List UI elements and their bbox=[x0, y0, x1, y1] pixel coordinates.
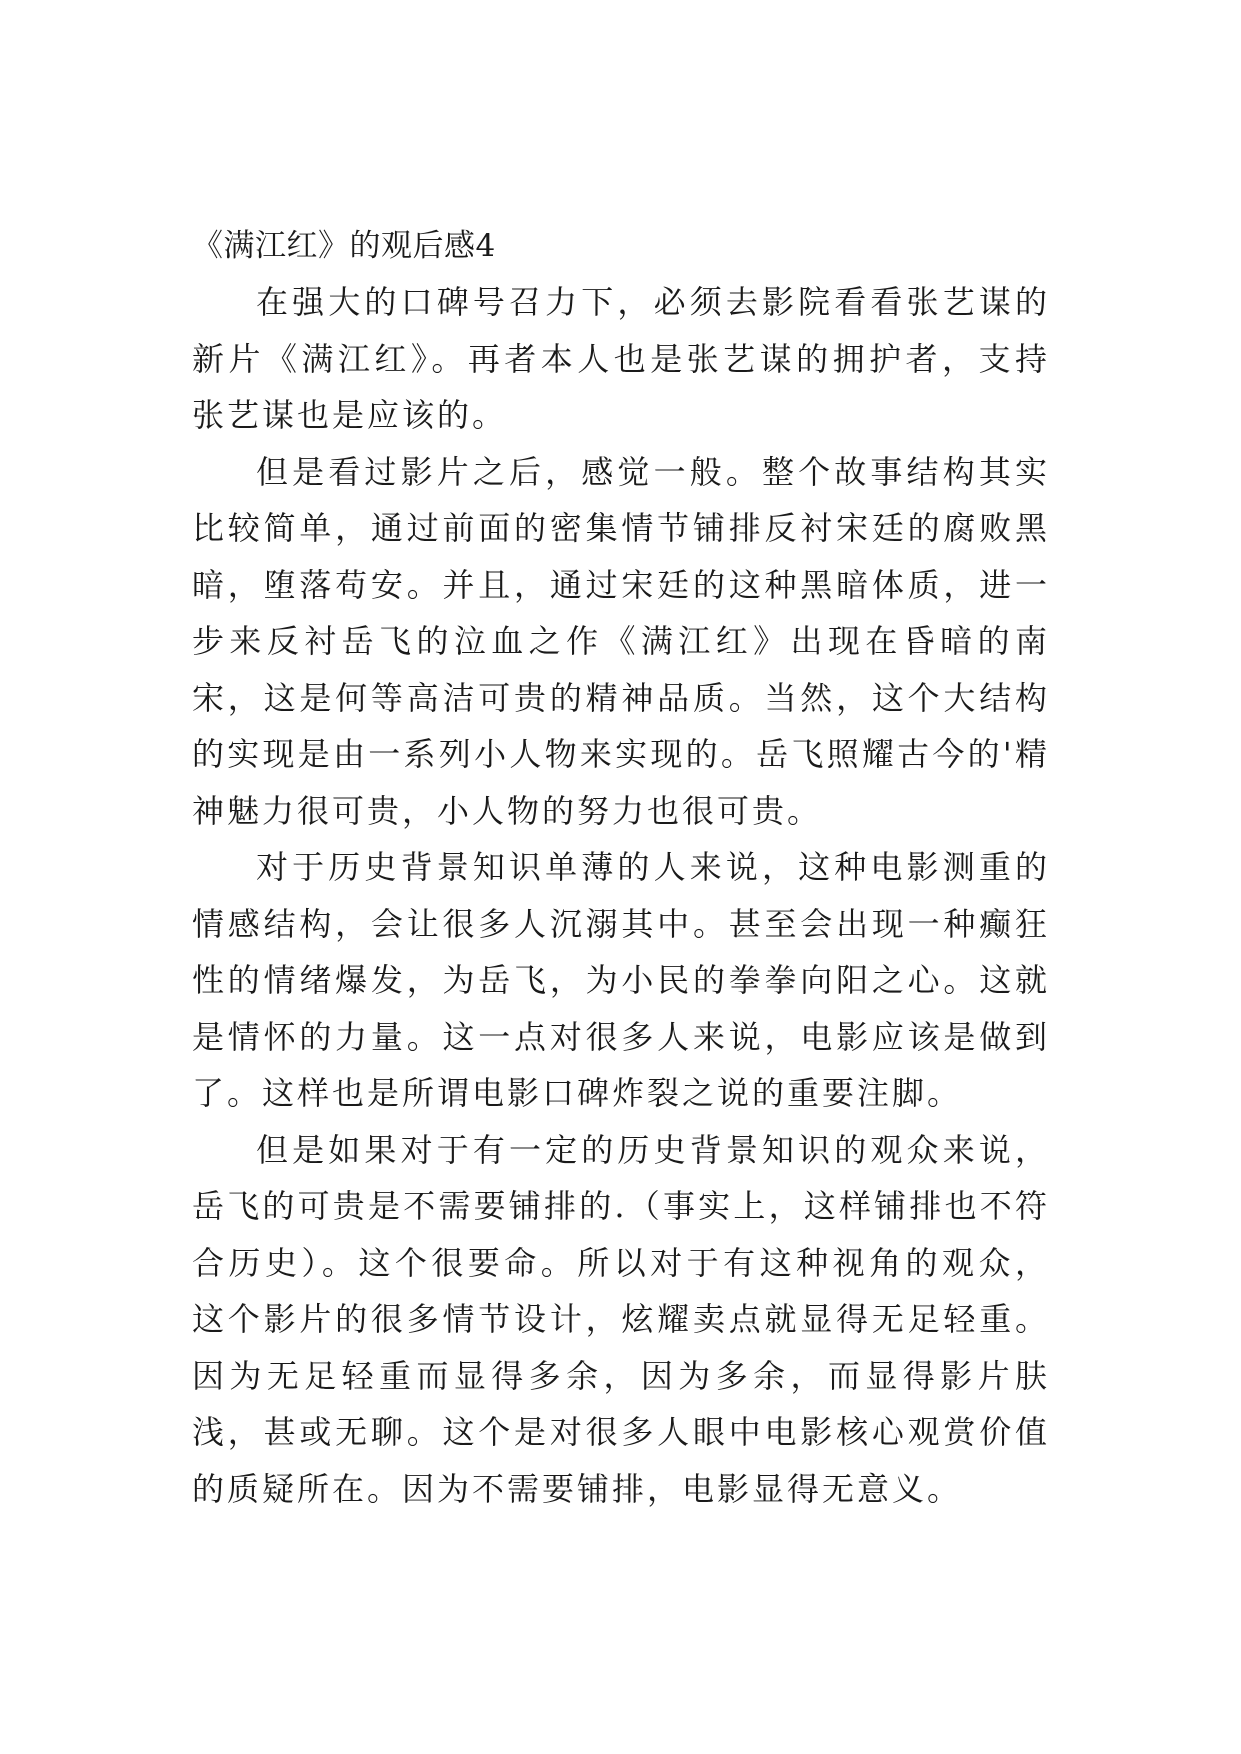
paragraph-4: 但是如果对于有一定的历史背景知识的观众来说，岳飞的可贵是不需要铺排的.（事实上，这样铺排也不符合历史）。这个很要命。所以对于有这种视角的观众，这个影片的很多情节设计，炫耀卖点就显得无足轻重。因为无足轻重而显得多余，因为多余，而显得影片肤浅，甚或无聊。这个是对很多人眼中电影核心观赏价值的质疑所在。因为不需要铺排，电影显得无意义。 bbox=[192, 1130, 1050, 1508]
paragraph-1: 在强大的口碑号召力下，必须去影院看看张艺谋的新片《满江红》。再者本人也是张艺谋的拥护者，支持张艺谋也是应该的。 bbox=[192, 283, 1050, 434]
paragraph-3: 对于历史背景知识单薄的人来说，这种电影测重的情感结构，会让很多人沉溺其中。甚至会出现一种癫狂性的情绪爆发，为岳飞，为小民的拳拳向阳之心。这就是情怀的力量。这一点对很多人来说，电影应该是做到了。这样也是所谓电影口碑炸裂之说的重要注脚。 bbox=[192, 848, 1050, 1112]
document-body bbox=[192, 218, 1050, 1517]
document-title: 《满江红》的观后感4 bbox=[192, 228, 496, 264]
paragraph-2: 但是看过影片之后，感觉一般。整个故事结构其实比较简单，通过前面的密集情节铺排反衬宋廷的腐败黑暗，堕落苟安。并且，通过宋廷的这种黑暗体质，进一步来反衬岳飞的泣血之作《满江红》出现在昏暗的南宋，这是何等高洁可贵的精神品质。当然，这个大结构的实现是由一系列小人物来实现的。岳飞照耀古今的'精神魅力很可贵，小人物的努力也很可贵。 bbox=[192, 452, 1050, 830]
